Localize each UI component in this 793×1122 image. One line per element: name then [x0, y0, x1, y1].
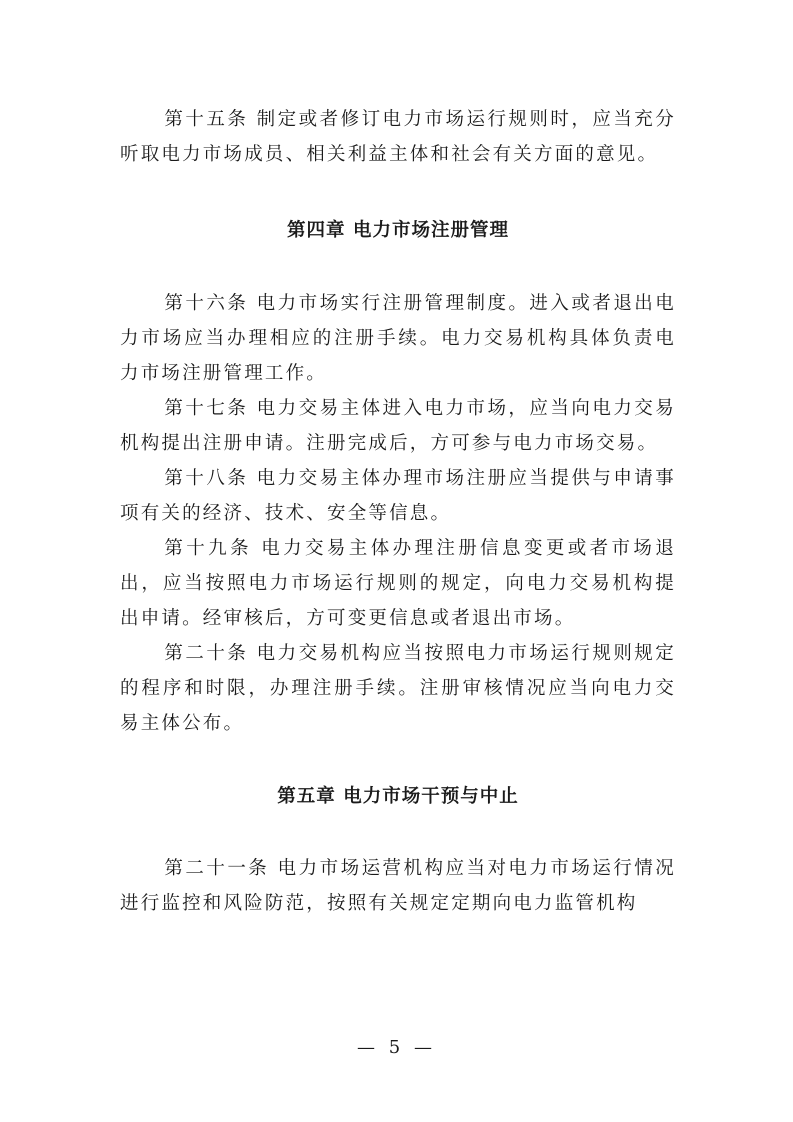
- article-17: 第十七条 电力交易主体进入电力市场，应当向电力交易机构提出注册申请。注册完成后，方可参与电力市场交易。: [120, 398, 676, 454]
- article-15: 第十五条 制定或者修订电力市场运行规则时，应当充分听取电力市场成员、相关利益主体和社会有关方面的意见。: [120, 109, 676, 165]
- article-19: 第十九条 电力交易主体办理注册信息变更或者市场退出，应当按照电力市场运行规则的规定，向电力交易机构提出申请。经审核后，方可变更信息或者退出市场。: [120, 538, 676, 629]
- article-18: 第十八条 电力交易主体办理市场注册应当提供与申请事项有关的经济、技术、安全等信息。: [120, 468, 676, 524]
- document-body: [120, 102, 676, 921]
- chapter-4-heading: 第四章 电力市场注册管理: [287, 220, 509, 241]
- article-20: 第二十条 电力交易机构应当按照电力市场运行规则规定的程序和时限，办理注册手续。注册审核情况应当向电力交易主体公布。: [120, 643, 676, 734]
- article-21: 第二十一条 电力市场运营机构应当对电力市场运行情况进行监控和风险防范，按照有关规定定期向电力监管机构: [120, 858, 676, 914]
- page-number: — 5 —: [357, 1037, 436, 1058]
- article-16: 第十六条 电力市场实行注册管理制度。进入或者退出电力市场应当办理相应的注册手续。电力交易机构具体负责电力市场注册管理工作。: [120, 293, 676, 384]
- chapter-5-heading: 第五章 电力市场干预与中止: [277, 786, 519, 807]
